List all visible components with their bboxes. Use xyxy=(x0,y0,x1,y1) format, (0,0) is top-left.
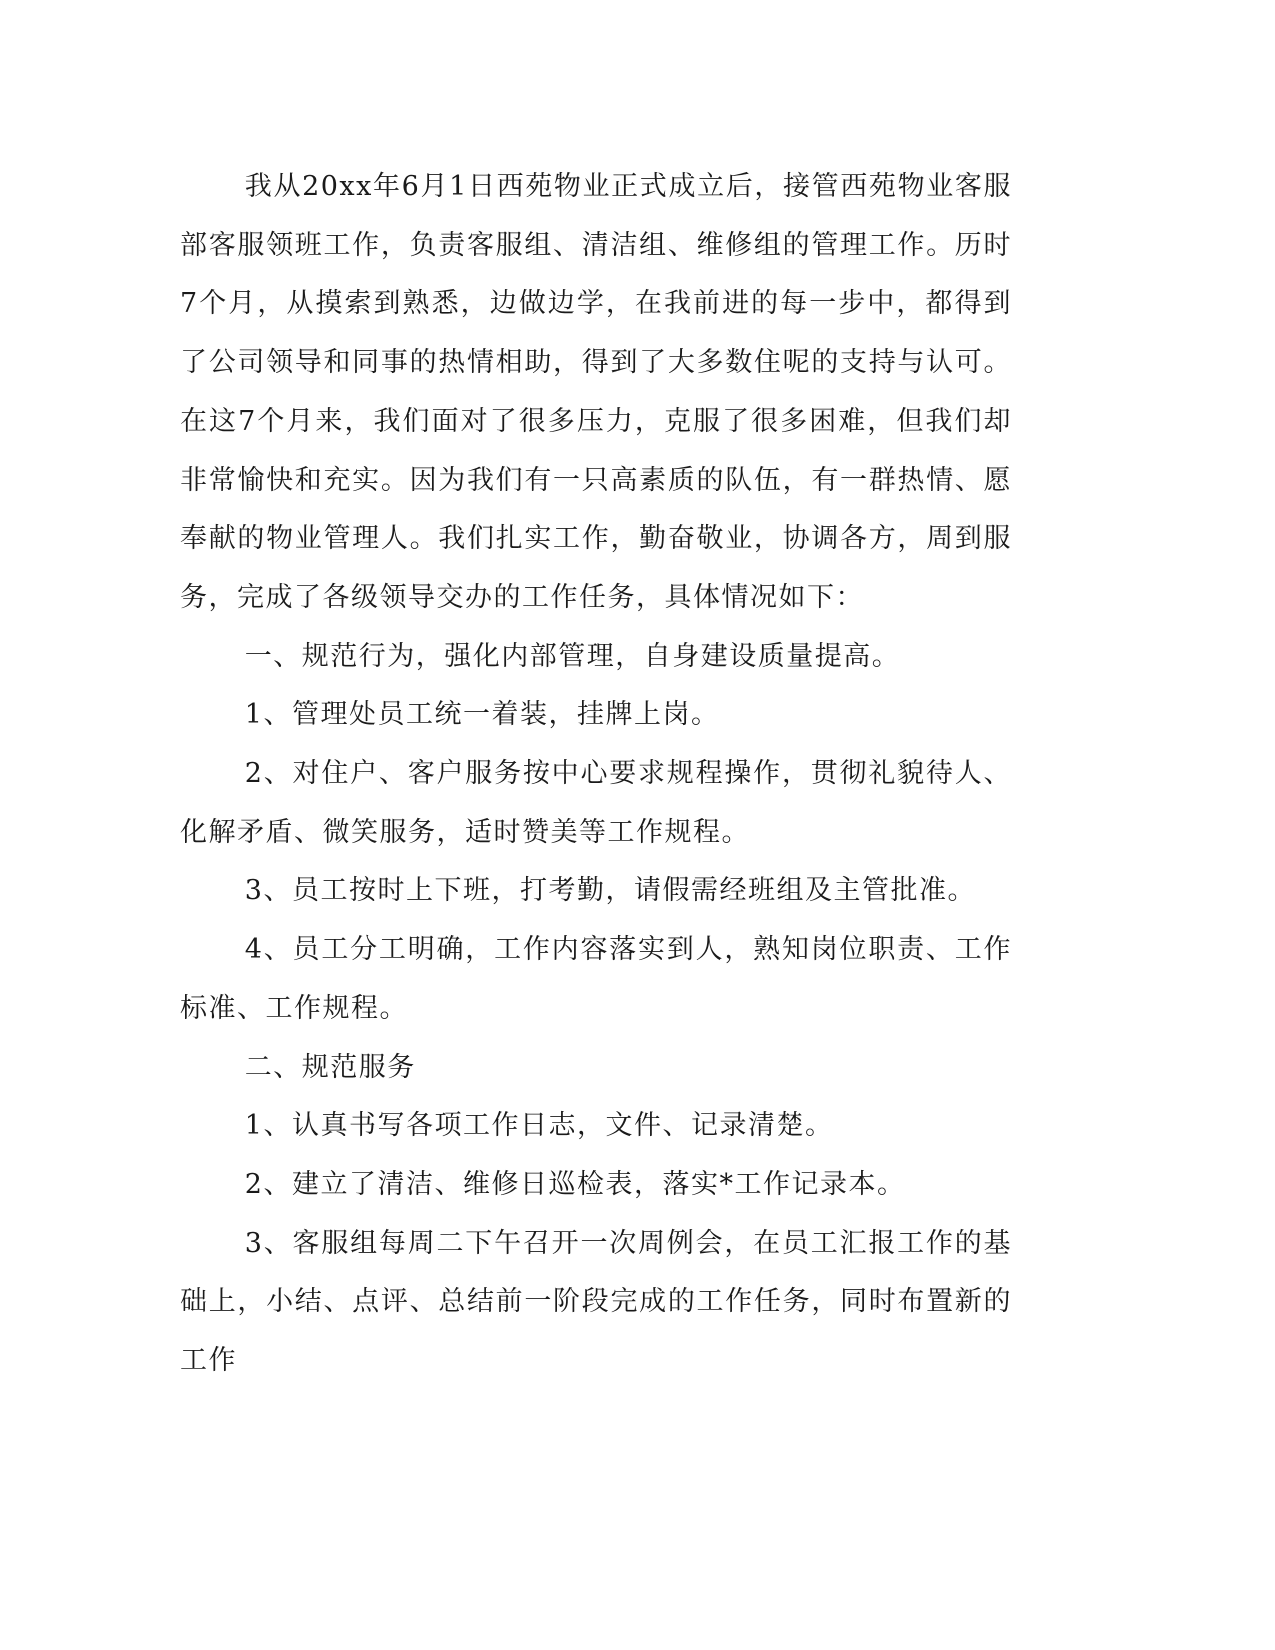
document-body xyxy=(180,158,1012,1391)
section-one-item-4: 4、员工分工明确，工作内容落实到人，熟知岗位职责、工作标准、工作规程。 xyxy=(180,934,1012,1024)
section-two-item-1: 1、认真书写各项工作日志，文件、记录清楚。 xyxy=(244,1110,834,1142)
section-one-heading: 一、规范行为，强化内部管理，自身建设质量提高。 xyxy=(244,640,901,672)
intro-paragraph: 我从20xx年6月1日西苑物业正式成立后，接管西苑物业客服部客服领班工作，负责客服组、清洁组、维修组的管理工作。历时7个月，从摸索到熟悉，边做边学，在我前进的每一步中，都得到了公司领导和同事的热情相助，得到了大多数住呢的支持与认可。在这7个月来，我们面对了很多压力，克服了很多困难，但我们却非常愉快和充实。因为我们有一只高素质的队伍，有一群热情、愿奉献的物业管理人。我们扎实工作，勤奋敬业，协调各方，周到服务，完成了各级领导交办的工作任务，具体情况如下： xyxy=(180,171,1012,613)
section-two-heading: 二、规范服务 xyxy=(244,1051,416,1083)
section-two-item-3: 3、客服组每周二下午召开一次周例会，在员工汇报工作的基础上，小结、点评、总结前一阶段完成的工作任务，同时布置新的工作 xyxy=(180,1227,1012,1377)
section-one-item-2: 2、对住户、客户服务按中心要求规程操作，贯彻礼貌待人、化解矛盾、微笑服务，适时赞美等工作规程。 xyxy=(180,758,1012,848)
section-one-item-1: 1、管理处员工统一着装，挂牌上岗。 xyxy=(244,699,720,731)
section-two-item-2: 2、建立了清洁、维修日巡检表，落实*工作记录本。 xyxy=(244,1168,906,1200)
section-one-item-3: 3、员工按时上下班，打考勤，请假需经班组及主管批准。 xyxy=(244,875,976,907)
